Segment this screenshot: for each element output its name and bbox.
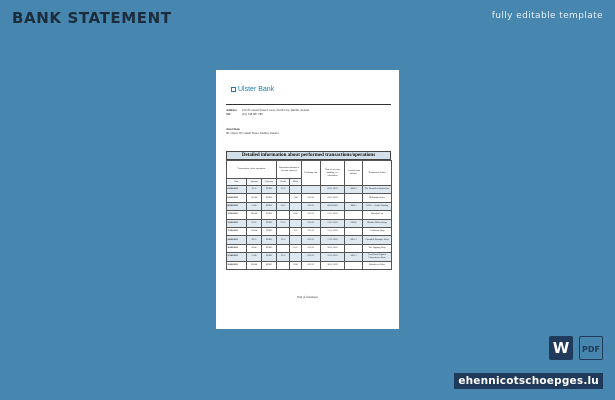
cell-date: 04.08.2022 [227, 194, 247, 202]
cell-date: 13.08.2022 [227, 219, 247, 227]
bank-address-block [226, 108, 309, 116]
cell-details: O.D.S. - Goods Holding [363, 202, 392, 210]
table-row [227, 244, 392, 252]
cell-debit: 8.00 [290, 211, 302, 219]
statement-page [216, 70, 399, 329]
cell-credit: 15.11 [277, 186, 290, 194]
cell-details: Cookbook Shop [363, 227, 392, 235]
cell-date: 25.08.2022 [227, 253, 247, 261]
cell-currency: EURO [262, 236, 277, 244]
table-header-row [227, 161, 392, 179]
cell-details: Lord Ivara Organic Convenience Store [363, 253, 392, 261]
cell-credit [277, 261, 290, 269]
cell-debit [290, 253, 302, 261]
cell-booked: 12.11.2022 [321, 211, 345, 219]
bank-name: Ulster Bank [238, 86, 275, 93]
cell-date: 11.08.2022 [227, 211, 247, 219]
cell-debit [290, 202, 302, 210]
cell-debit [290, 236, 302, 244]
col-rate-header: Exchange rate [302, 161, 321, 186]
cell-date: 18.08.2022 [227, 236, 247, 244]
cell-details: Worldview Office [363, 261, 392, 269]
cell-debit: 7.00 [290, 194, 302, 202]
cell-rate: 0.91.21 [302, 236, 321, 244]
address-label: Address: [226, 108, 238, 112]
col-balance-header: Account fund balance [345, 161, 363, 186]
cell-rate: 0.91.31 [302, 253, 321, 261]
cell-details: The Topping Shop [363, 244, 392, 252]
table-row [227, 211, 392, 219]
col-amount-header: Amount [247, 179, 262, 186]
cell-date: 20.08.2022 [227, 244, 247, 252]
statement-footnote: End of statement [297, 295, 318, 299]
cell-credit: 13.11 [277, 253, 290, 261]
table-title: Detailed information about performed transactions/operations [226, 151, 391, 160]
table-row [227, 253, 392, 261]
transactions-table [226, 160, 392, 270]
col-date-header: Date [227, 179, 247, 186]
cell-balance [345, 227, 363, 235]
cell-booked: 15.11.2022 [321, 227, 345, 235]
col-amount-currency-header: Transaction amount in account currency [277, 161, 302, 179]
table-row [227, 261, 392, 269]
cell-amount: 120.00 [247, 194, 262, 202]
page-title: BANK STATEMENT [12, 9, 172, 27]
cell-amount: 13.00 [247, 253, 262, 261]
cell-credit [277, 211, 290, 219]
cell-amount: 43.11 [247, 236, 262, 244]
cell-balance [345, 261, 363, 269]
website-badge: ehennicotschoepges.lu [454, 373, 603, 389]
cell-details: Millenium Suites [363, 194, 392, 202]
cell-currency: EURO [262, 261, 277, 269]
cell-currency: EURO [262, 244, 277, 252]
cell-booked: 25.11.2022 [321, 253, 345, 261]
cell-booked: 30.11.2022 [321, 261, 345, 269]
cell-details: Museum Lab [363, 211, 392, 219]
cell-currency: EURO [262, 186, 277, 194]
bank-logo [231, 86, 274, 93]
cell-details: Cinnabell Boutique Shop [363, 236, 392, 244]
customer-block [226, 127, 279, 135]
page-subtitle: fully editable template [491, 11, 603, 21]
cell-balance [345, 194, 363, 202]
cell-date: 08.08.2022 [227, 202, 247, 210]
cell-booked: 08.09.2022 [321, 202, 345, 210]
header-rule [226, 104, 391, 105]
cell-rate [302, 186, 321, 194]
cell-credit: 13.11 [277, 236, 290, 244]
cell-amount: 20.00 [247, 244, 262, 252]
address-value: # 8 O'Connell Street Lower, North City, Dublin, Ireland [242, 108, 309, 112]
cell-rate: 0.91.31 [302, 244, 321, 252]
cell-rate: 0.91.21 [302, 219, 321, 227]
cell-date: 03.08.2022 [227, 186, 247, 194]
cell-balance: 4000.3 [345, 186, 363, 194]
cell-details: Mikado Dollar Shops [363, 219, 392, 227]
customer-name: Ann Olsen [226, 127, 240, 131]
cell-amount: 530.00 [247, 261, 262, 269]
tel-label: Tel: [226, 112, 231, 116]
col-details-header: Transaction details [363, 161, 392, 186]
cell-rate: 0.91.31 [302, 227, 321, 235]
col-booked-header: Date of account booking, fee calculation [321, 161, 345, 186]
cell-currency: EURO [262, 211, 277, 219]
table-row [227, 236, 392, 244]
bank-logo-icon [231, 87, 236, 92]
cell-booked: 17.11.2022 [321, 236, 345, 244]
cell-booked: 20.11.2022 [321, 244, 345, 252]
cell-rate: 0.91.31 [302, 211, 321, 219]
cell-amount: 110.00 [247, 227, 262, 235]
table-row [227, 194, 392, 202]
cell-debit: 0.21 [290, 244, 302, 252]
cell-date: 15.08.2022 [227, 227, 247, 235]
file-format-icons [549, 336, 603, 360]
pdf-document-icon: PDF [579, 336, 603, 360]
cell-currency: EURO [262, 219, 277, 227]
cell-credit [277, 194, 290, 202]
cell-date: 30.08.2022 [227, 261, 247, 269]
cell-rate: 0.91.41 [302, 194, 321, 202]
customer-address: 96, Upper O'Connell Street, Dublin, Ireland [226, 131, 279, 135]
tel-value: (01) 548 687 289 [242, 112, 263, 116]
cell-rate: 0.91.31 [302, 261, 321, 269]
cell-currency: EURO [262, 194, 277, 202]
cell-amount: 380.00 [247, 211, 262, 219]
cell-credit: 13.11 [277, 202, 290, 210]
cell-credit: 23.11 [277, 219, 290, 227]
cell-amount: 13.00 [247, 202, 262, 210]
table-row [227, 202, 392, 210]
cell-amount: 23.11 [247, 219, 262, 227]
col-debit-header: Debit [290, 179, 302, 186]
cell-booked: 03.11.2022 [321, 194, 345, 202]
table-row [227, 227, 392, 235]
cell-balance [345, 211, 363, 219]
cell-amount: 15.11 [247, 186, 262, 194]
table-row [227, 219, 392, 227]
cell-balance: 3800.1 [345, 202, 363, 210]
col-currency-header: Currency [262, 179, 277, 186]
cell-rate: 0.91.31 [302, 202, 321, 210]
cell-credit [277, 227, 290, 235]
cell-booked: 03.11.2022 [321, 186, 345, 194]
cell-balance: 3700.0 [345, 219, 363, 227]
cell-details: The Shambles Sandwiches [363, 186, 392, 194]
cell-debit [290, 219, 302, 227]
col-group-header: Transactions, other operations [227, 161, 277, 179]
table-row [227, 186, 392, 194]
cell-booked: 13.11.2022 [321, 219, 345, 227]
cell-currency: EURO [262, 253, 277, 261]
cell-debit [290, 186, 302, 194]
cell-balance: 3435.1 [345, 253, 363, 261]
cell-balance: 3601.1 [345, 236, 363, 244]
word-document-icon: W [549, 336, 573, 360]
cell-currency: EURO [262, 202, 277, 210]
cell-debit: 9.00 [290, 261, 302, 269]
cell-balance [345, 244, 363, 252]
col-credit-header: Credit [277, 179, 290, 186]
cell-currency: EURO [262, 227, 277, 235]
cell-debit: 3.21 [290, 227, 302, 235]
cell-credit [277, 244, 290, 252]
